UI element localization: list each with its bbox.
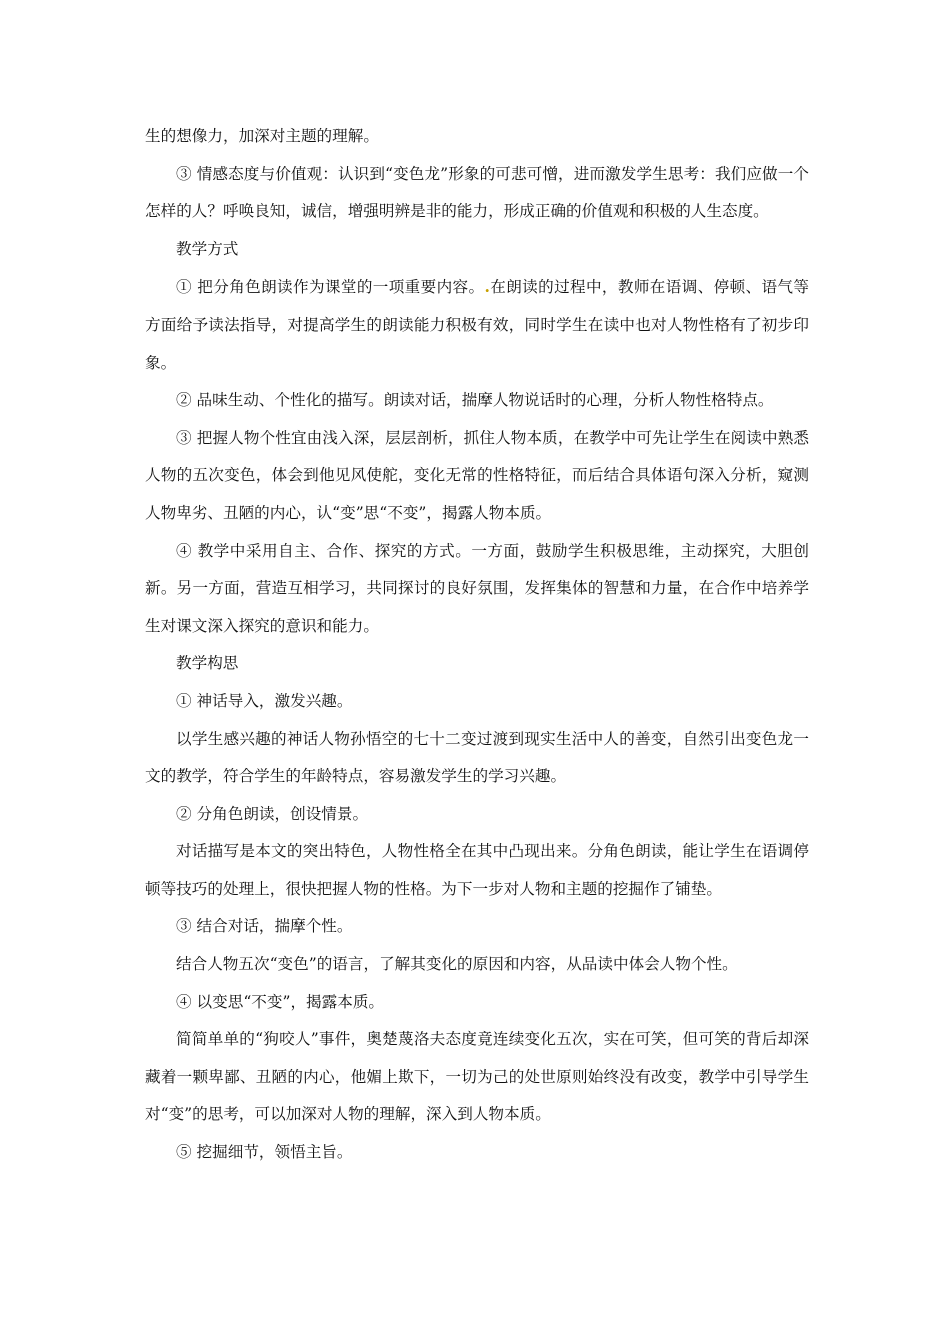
- paragraph-concept-essence-detail: 简简单单的“狗咬人”事件，奥楚蔑洛夫态度竟连续变化五次，实在可笑，但可笑的背后却深藏着一颗卑鄙、丑陋的内心，他媚上欺下，一切为己的处世原则始终没有改变，教学中引导学生对“变”的思考，可以加深对人物的理解，深入到人物本质。: [145, 1030, 809, 1124]
- paragraph-concept-dialogue: ③ 结合对话，揣摩个性。: [176, 917, 353, 936]
- document-body: [145, 118, 809, 1172]
- method-role-reading-part1: ① 把分角色朗读作为课堂的一项重要内容。: [176, 278, 485, 297]
- paragraph-concept-role-reading: ② 分角色朗读，创设情景。: [176, 804, 369, 823]
- paragraph-concept-intro-detail: 以学生感兴趣的神话人物孙悟空的七十二变过渡到现实生活中人的善变，自然引出变色龙一文的教学，符合学生的年龄特点，容易激发学生的学习兴趣。: [145, 729, 809, 786]
- paragraph-concept-role-reading-detail: 对话描写是本文的突出特色，人物性格全在其中凸现出来。分角色朗读，能让学生在语调停顿等技巧的处理上，很快把握人物的性格。为下一步对人物和主题的挖掘作了铺垫。: [145, 842, 809, 898]
- paragraph-method-inquiry: ④ 教学中采用自主、合作、探究的方式。一方面，鼓励学生积极思维，主动探究，大胆创新。另一方面，营造互相学习，共同探讨的良好氛围，发挥集体的智慧和力量，在合作中培养学生对课文深入探究的意识和能力。: [145, 541, 809, 635]
- stray-mark: .: [484, 277, 490, 297]
- paragraph-emotion-values-goal: ③ 情感态度与价值观：认识到“变色龙”形象的可悲可憎，进而激发学生思考：我们应做一个怎样的人？呼唤良知，诚信，增强明辨是非的能力，形成正确的价值观和积极的人生态度。: [145, 164, 809, 221]
- paragraph-method-description: ② 品味生动、个性化的描写。朗读对话，揣摩人物说话时的心理，分析人物性格特点。: [176, 391, 774, 410]
- paragraph-method-character-analysis: ③ 把握人物个性宜由浅入深，层层剖析，抓住人物本质，在教学中可先让学生在阅读中熟悉人物的五次变色，体会到他见风使舵，变化无常的性格特征，而后结合具体语句深入分析，窥测人物卑劣、丑陋的内心，认“变”思“不变”，揭露人物本质。: [145, 428, 809, 522]
- paragraph-concept-essence: ④ 以变思“不变”，揭露本质。: [176, 992, 385, 1011]
- paragraph-imagination-continuation: 生的想像力，加深对主题的理解。: [145, 127, 379, 145]
- paragraph-concept-intro: ① 神话导入，激发兴趣。: [176, 691, 353, 710]
- paragraph-concept-details: ⑤ 挖掘细节，领悟主旨。: [176, 1143, 353, 1162]
- paragraph-method-role-reading: [145, 268, 809, 382]
- method-role-reading-part2: 在朗读的过程中，教师在语调、停顿、语气等方面给予读法指导，对提高学生的朗读能力积极有效，同时学生在读中也对人物性格有了初步印象。: [145, 278, 809, 372]
- heading-teaching-concept: 教学构思: [176, 654, 239, 673]
- paragraph-concept-dialogue-detail: 结合人物五次“变色”的语言，了解其变化的原因和内容，从品读中体会人物个性。: [176, 955, 738, 974]
- heading-teaching-methods: 教学方式: [176, 239, 239, 258]
